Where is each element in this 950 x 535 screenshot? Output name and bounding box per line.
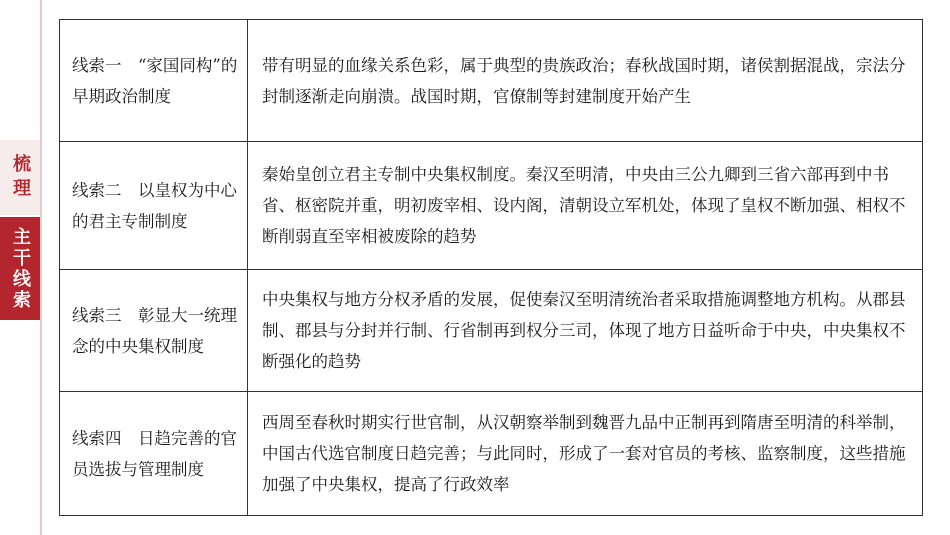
sidebar-divider xyxy=(40,0,42,535)
clue-4-label: 线索四 日趋完善的官员选拔与管理制度 xyxy=(60,392,248,516)
clue-1-text: 带有明显的血缘关系色彩，属于典型的贵族政治；春秋战国时期，诸侯割据混战，宗法分封制逐渐走向崩溃。战国时期，官僚制等封建制度开始产生 xyxy=(248,20,923,142)
clue-3-label: 线索三 彰显大一统理念的中央集权制度 xyxy=(60,270,248,392)
table-row xyxy=(60,20,923,142)
sidebar-tab-review-label: 梳理 xyxy=(10,153,31,202)
clue-2-text: 秦始皇创立君主专制中央集权制度。秦汉至明清，中央由三公九卿到三省六部再到中书省、枢密院并重，明初废宰相、设内阁，清朝设立军机处，体现了皇权不断加强、相权不断削弱直至宰相被废除的趋势 xyxy=(248,142,923,270)
sidebar-tab-main-clues[interactable] xyxy=(0,217,40,320)
sidebar-tab-main-clues-label: 主干线索 xyxy=(10,226,31,311)
clue-3-text: 中央集权与地方分权矛盾的发展，促使秦汉至明清统治者采取措施调整地方机构。从郡县制、郡县与分封并行制、行省制再到权分三司，体现了地方日益听命于中央，中央集权不断强化的趋势 xyxy=(248,270,923,392)
table-row xyxy=(60,270,923,392)
clue-2-label: 线索二 以皇权为中心的君主专制制度 xyxy=(60,142,248,270)
table-row xyxy=(60,142,923,270)
table-row xyxy=(60,392,923,516)
clue-1-label: 线索一 “家国同构”的早期政治制度 xyxy=(60,20,248,142)
clue-4-text: 西周至春秋时期实行世官制，从汉朝察举制到魏晋九品中正制再到隋唐至明清的科举制，中国古代选官制度日趋完善；与此同时，形成了一套对官员的考核、监察制度，这些措施加强了中央集权，提高了行政效率 xyxy=(248,392,923,516)
clue-table xyxy=(59,19,923,516)
sidebar-tab-review[interactable] xyxy=(0,140,40,215)
